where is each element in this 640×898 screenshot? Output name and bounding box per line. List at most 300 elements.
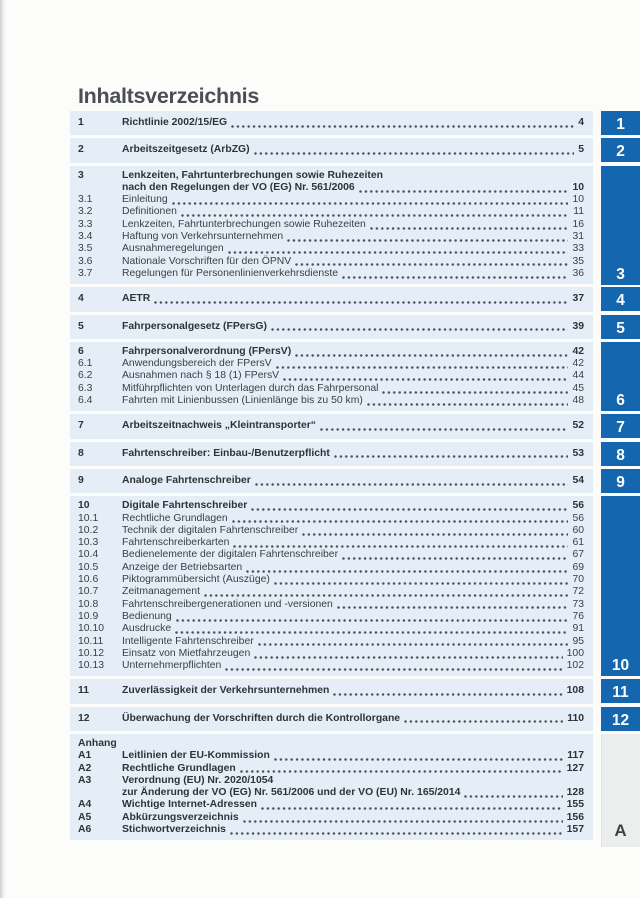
entry-body (122, 599, 584, 611)
dot-leader (286, 231, 568, 243)
toc-entry-row (78, 256, 584, 268)
entry-number: A1 (78, 750, 92, 762)
dot-leader (174, 623, 568, 635)
entry-body (122, 395, 584, 407)
entry-body (122, 370, 584, 382)
entry-title: Rechtliche Grundlagen (122, 512, 228, 524)
dot-leader (294, 346, 568, 358)
entry-body (122, 346, 584, 358)
toc-section-4 (70, 287, 593, 311)
page-number: 102 (566, 660, 584, 672)
dot-leader (301, 525, 568, 537)
toc-section-1 (70, 111, 593, 135)
entry-number: 10.4 (78, 549, 99, 561)
toc-entry-row (78, 636, 584, 648)
toc-entry-row (78, 170, 584, 195)
entry-number: A6 (78, 824, 92, 836)
entry-number: 2 (78, 144, 84, 156)
entry-title-line (122, 475, 584, 487)
entry-number: A5 (78, 811, 92, 823)
entry-number: 5 (78, 320, 84, 332)
toc-entry-row (78, 824, 584, 836)
page-number: 72 (572, 586, 584, 598)
entry-body (122, 623, 584, 635)
dot-leader (319, 420, 568, 432)
entry-body (122, 170, 584, 195)
entry-body (122, 685, 584, 697)
entry-title: Lenkzeiten, Fahrtunterbrechungen sowie Ruhezeiten (122, 218, 366, 230)
page-number: 56 (572, 500, 584, 512)
dot-leader (366, 395, 569, 407)
dot-leader (232, 537, 568, 549)
entry-title: Anwendungsbereich der FPersV (122, 358, 272, 370)
entry-title-line (122, 623, 584, 635)
page-number: 31 (572, 231, 584, 243)
dot-leader (275, 358, 569, 370)
index-tab-11: 11 (601, 679, 640, 703)
page-number: 56 (572, 512, 584, 524)
entry-title-line (122, 170, 584, 182)
entry-title-line (122, 370, 584, 382)
index-tab-6: 6 (601, 342, 640, 411)
dot-leader (230, 117, 574, 129)
dot-leader (381, 383, 568, 395)
entry-body (122, 448, 584, 460)
entry-body (122, 243, 584, 255)
index-tab-10: 10 (601, 496, 640, 676)
entry-number: 1 (78, 117, 84, 128)
toc-list (70, 111, 593, 843)
page-number: 5 (578, 144, 584, 156)
toc-section-5 (70, 315, 593, 339)
entry-title: Lenkzeiten, Fahrtunterbrechungen sowie Ruhezeiten (122, 169, 383, 181)
toc-entry-row (78, 537, 584, 549)
appendix-heading-label: Anhang (78, 737, 117, 749)
entry-body (122, 420, 584, 432)
index-tab-4: 4 (601, 287, 640, 311)
page-number: 117 (567, 750, 584, 762)
entry-title: Fahrpersonalgesetz (FPersG) (122, 320, 267, 332)
entry-title: Fahrten mit Linienbussen (Linienlänge bis zu 50 km) (122, 395, 363, 407)
entry-body (122, 611, 584, 623)
entry-title-line (122, 513, 584, 525)
dot-leader (294, 256, 568, 268)
entry-title-line (122, 549, 584, 561)
entry-title: Überwachung der Vorschriften durch die Kontrollorgane (122, 712, 401, 724)
entry-title-line (122, 787, 584, 799)
toc-entry-row (78, 144, 584, 156)
entry-body (122, 194, 584, 206)
dot-leader (254, 475, 569, 487)
page-number: 48 (572, 395, 584, 407)
dot-leader (253, 648, 562, 660)
entry-title-line (122, 182, 584, 194)
page-title: Inhaltsverzeichnis (78, 84, 260, 108)
dot-leader (253, 144, 575, 156)
entry-number: 6 (78, 345, 84, 357)
index-tab-12: 12 (601, 707, 640, 731)
entry-body (122, 549, 584, 561)
entry-number: 3.7 (78, 267, 93, 279)
entry-number: A2 (78, 762, 92, 774)
entry-title-line (122, 685, 584, 697)
toc-entry-row (78, 799, 584, 811)
entry-number: 6.3 (78, 382, 93, 394)
entry-title: Regelungen für Personenlinienverkehrsdienste (122, 267, 339, 279)
entry-number: 3.2 (78, 206, 93, 218)
toc-entry-row (78, 395, 584, 407)
dot-leader (341, 549, 568, 561)
entry-body (122, 812, 584, 824)
entry-title-line (122, 537, 584, 549)
toc-entry-row (78, 268, 584, 280)
toc-section-12 (70, 707, 593, 731)
entry-title: nach den Regelungen der VO (EG) Nr. 561/2006 (122, 181, 355, 193)
index-tab-9: 9 (601, 469, 640, 493)
entry-number: 10 (78, 500, 90, 512)
entry-number: 8 (78, 447, 84, 459)
entry-title-line (122, 448, 584, 460)
index-tab-7: 7 (601, 414, 640, 438)
toc-entry-row (78, 475, 584, 487)
toc-entry-row (78, 448, 584, 460)
dot-leader (203, 586, 568, 598)
entry-title: Haftung von Verkehrsunternehmen (122, 231, 284, 243)
toc-entry-row (78, 231, 584, 243)
toc-entry-row (78, 513, 584, 525)
page-number: 52 (572, 420, 584, 432)
page-number: 10 (572, 181, 584, 193)
entry-number: 10.2 (78, 524, 99, 536)
entry-number: 10.1 (78, 512, 99, 524)
page-number: 44 (572, 370, 584, 382)
index-tab-3: 3 (601, 166, 640, 285)
entry-title-line (122, 636, 584, 648)
entry-title: Zeitmanagement (122, 586, 200, 598)
entry-title: Technik der digitalen Fahrtenschreiber (122, 524, 299, 536)
entry-number: 10.10 (78, 623, 105, 635)
entry-number: 10.13 (78, 660, 105, 672)
entry-title: Verordnung (EU) Nr. 2020/1054 (122, 774, 274, 786)
entry-title: Bedienung (122, 610, 172, 622)
entry-title: Anzeige der Betriebsarten (122, 561, 243, 573)
dot-leader (336, 599, 569, 611)
page-number: 108 (566, 685, 584, 697)
page-number: 42 (572, 358, 584, 370)
entry-number: 10.11 (78, 635, 104, 647)
entry-title: Fahrtenschreiber: Einbau-/Benutzerpflicht (122, 447, 330, 459)
entry-title-line (122, 525, 584, 537)
entry-title: Einleitung (122, 194, 168, 206)
entry-number: 10.12 (78, 647, 105, 659)
index-tab-A: A (601, 734, 640, 847)
entry-number: 6.2 (78, 370, 93, 382)
page-number: 100 (566, 647, 584, 659)
toc-entry-row (78, 685, 584, 697)
page-number: 54 (572, 474, 584, 486)
entry-number: 3.6 (78, 255, 93, 267)
entry-number: 10.9 (78, 610, 99, 622)
page-number: 157 (566, 824, 584, 836)
toc-section-10 (70, 496, 593, 676)
page-number: 110 (567, 712, 584, 724)
entry-body (122, 219, 584, 231)
page-number: 35 (572, 255, 584, 267)
toc-entry-row (78, 623, 584, 635)
dot-leader (257, 636, 569, 648)
toc-section-9 (70, 469, 593, 493)
toc-entry-row (78, 500, 584, 512)
entry-title-line (122, 206, 584, 218)
entry-number: 3.4 (78, 231, 93, 243)
page-number: 60 (572, 524, 584, 536)
entry-title-line (122, 346, 584, 358)
entry-title-line (122, 500, 584, 512)
entry-title: Zuverlässigkeit der Verkehrsunternehmen (122, 685, 330, 697)
toc-section-6 (70, 342, 593, 411)
page-number: 91 (572, 623, 584, 635)
entry-body (122, 537, 584, 549)
page-number: 45 (572, 382, 584, 394)
dot-leader (463, 787, 562, 799)
entry-title: Nationale Vorschriften für den ÖPNV (122, 255, 292, 267)
toc-entry-row (78, 321, 584, 333)
entry-number: 3.1 (78, 194, 93, 206)
entry-title-line (122, 144, 584, 156)
entry-number: 3.5 (78, 243, 93, 255)
entry-body (122, 321, 584, 333)
entry-title-line (122, 420, 584, 432)
dot-leader (227, 243, 569, 255)
entry-title-line (122, 321, 584, 333)
page-number: 73 (572, 598, 584, 610)
entry-title: Fahrtenschreibergenerationen und -versionen (122, 598, 333, 610)
page-number: 11 (573, 206, 584, 218)
entry-title-line (122, 562, 584, 574)
entry-title: Arbeitszeitgesetz (ArbZG) (122, 144, 250, 156)
entry-body (122, 383, 584, 395)
entry-title-line (122, 194, 584, 206)
entry-number: 9 (78, 474, 84, 486)
page-number: 156 (566, 811, 584, 823)
entry-title: Unternehmerpflichten (122, 660, 222, 672)
entry-title-line (122, 750, 584, 762)
entry-title: Fahrpersonalverordnung (FPersV) (122, 345, 292, 357)
dot-leader (341, 268, 568, 280)
scan-edge-artifact (0, 0, 6, 898)
entry-title-line (122, 574, 584, 586)
entry-body (122, 475, 584, 487)
dot-leader (231, 513, 569, 525)
toc-entry-row (78, 713, 584, 725)
entry-title: Stichwortverzeichnis (122, 824, 226, 836)
dot-leader (224, 660, 562, 672)
entry-body (122, 231, 584, 243)
entry-title: Einsatz von Mietfahrzeugen (122, 647, 251, 659)
entry-body (122, 824, 584, 836)
entry-number: 6.4 (78, 395, 93, 407)
dot-leader (260, 799, 563, 811)
page-number: 70 (572, 574, 584, 586)
dot-leader (239, 763, 563, 775)
entry-title-line (122, 763, 584, 775)
dot-leader (245, 562, 568, 574)
dot-leader (270, 321, 569, 333)
entry-body (122, 775, 584, 800)
toc-entry-row (78, 525, 584, 537)
entry-number: 12 (78, 712, 90, 724)
page-number: 61 (572, 537, 584, 549)
entry-title-line (122, 799, 584, 811)
entry-body (122, 763, 584, 775)
toc-entry-row (78, 206, 584, 218)
toc-entry-row (78, 358, 584, 370)
entry-number: 6.1 (78, 358, 93, 370)
entry-title: Ausdrucke (122, 623, 172, 635)
page-number: 37 (572, 293, 584, 305)
toc-entry-row (78, 370, 584, 382)
entry-number: 3 (78, 169, 84, 181)
page-number: 4 (578, 117, 584, 128)
page-number: 36 (572, 267, 584, 279)
index-tab-5: 5 (601, 315, 640, 339)
dot-leader (403, 713, 563, 725)
dot-leader (333, 448, 569, 460)
toc-entry-row (78, 750, 584, 762)
entry-title: Fahrtenschreiberkarten (122, 537, 230, 549)
index-tab-1: 1 (601, 111, 640, 135)
entry-body (122, 799, 584, 811)
toc-entry-row (78, 775, 584, 800)
page-number: 155 (566, 799, 584, 811)
toc-section-A (70, 734, 593, 840)
entry-number: 4 (78, 293, 84, 305)
entry-title: Leitlinien der EU-Kommission (122, 750, 270, 762)
page-number: 67 (572, 549, 584, 561)
entry-title: Mitführpflichten von Unterlagen durch das Fahrpersonal (122, 382, 379, 394)
entry-body (122, 206, 584, 218)
entry-title-line (122, 586, 584, 598)
entry-title-line (122, 117, 584, 129)
page-number: 33 (572, 243, 584, 255)
toc-entry-row (78, 599, 584, 611)
entry-title: Rechtliche Grundlagen (122, 762, 236, 774)
entry-title-line (122, 256, 584, 268)
dot-leader (273, 574, 569, 586)
toc-entry-row (78, 117, 584, 129)
entry-body (122, 144, 584, 156)
entry-title: Arbeitszeitnachweis „Kleintransporter“ (122, 420, 317, 432)
entry-body (122, 117, 584, 129)
entry-number: 10.7 (78, 586, 99, 598)
entry-title-line (122, 293, 584, 305)
toc-entry-row (78, 293, 584, 305)
page-number: 39 (572, 320, 584, 332)
entry-title-line (122, 775, 584, 787)
dot-leader (282, 370, 568, 382)
dot-leader (153, 293, 568, 305)
toc-section-3 (70, 166, 593, 285)
page-number: 69 (572, 561, 584, 573)
entry-title-line (122, 243, 584, 255)
entry-number: 11 (78, 685, 89, 697)
entry-title-line (122, 358, 584, 370)
dot-leader (250, 500, 568, 512)
entry-title: Abkürzungsverzeichnis (122, 811, 239, 823)
toc-entry-row (78, 549, 584, 561)
page-number: 16 (572, 218, 584, 230)
entry-title: Ausnahmeregelungen (122, 243, 224, 255)
entry-title-line (122, 648, 584, 660)
toc-entry-row (78, 194, 584, 206)
entry-number: A4 (78, 799, 92, 811)
entry-number: A3 (78, 774, 92, 786)
toc-entry-row (78, 660, 584, 672)
dot-leader (242, 812, 563, 824)
entry-title-line (122, 268, 584, 280)
entry-body (122, 513, 584, 525)
dot-leader (273, 750, 563, 762)
toc-entry-row (78, 219, 584, 231)
page-number: 42 (572, 345, 584, 357)
page-number: 95 (572, 635, 584, 647)
toc-entry-row (78, 243, 584, 255)
entry-number: 7 (78, 420, 84, 432)
entry-body (122, 750, 584, 762)
entry-body (122, 268, 584, 280)
index-tab-2: 2 (601, 138, 640, 162)
entry-title: Ausnahmen nach § 18 (1) FPersV (122, 370, 280, 382)
entry-title-line (122, 395, 584, 407)
toc-entry-row (78, 611, 584, 623)
entry-title-line (122, 812, 584, 824)
toc-entry-row (78, 383, 584, 395)
entry-body (122, 636, 584, 648)
entry-number: 10.8 (78, 598, 99, 610)
entry-title-line (122, 824, 584, 836)
toc-section-8 (70, 442, 593, 466)
entry-title: Definitionen (122, 206, 177, 218)
entry-number: 10.5 (78, 561, 99, 573)
toc-entry-row (78, 763, 584, 775)
entry-body (122, 293, 584, 305)
entry-number: 10.3 (78, 537, 99, 549)
entry-title-line (122, 713, 584, 725)
page-number: 10 (572, 194, 584, 206)
dot-leader (358, 182, 569, 194)
entry-body (122, 574, 584, 586)
appendix-heading-row (78, 738, 584, 750)
entry-title: Richtlinie 2002/15/EG (122, 117, 228, 128)
page-number: 128 (566, 787, 584, 799)
entry-title: AETR (122, 293, 151, 305)
toc-section-11 (70, 679, 593, 703)
dot-leader (332, 685, 562, 697)
dot-leader (175, 611, 569, 623)
dot-leader (180, 206, 569, 218)
toc-section-7 (70, 414, 593, 438)
entry-title: Wichtige Internet-Adressen (122, 799, 258, 811)
dot-leader (171, 194, 569, 206)
page-number: 76 (572, 610, 584, 622)
page-number: 53 (572, 447, 584, 459)
entry-body (122, 562, 584, 574)
dot-leader (229, 824, 563, 836)
entry-title: Bedienelemente der digitalen Fahrtenschreiber (122, 549, 339, 561)
toc-entry-row (78, 562, 584, 574)
entry-body (122, 586, 584, 598)
entry-body (122, 358, 584, 370)
